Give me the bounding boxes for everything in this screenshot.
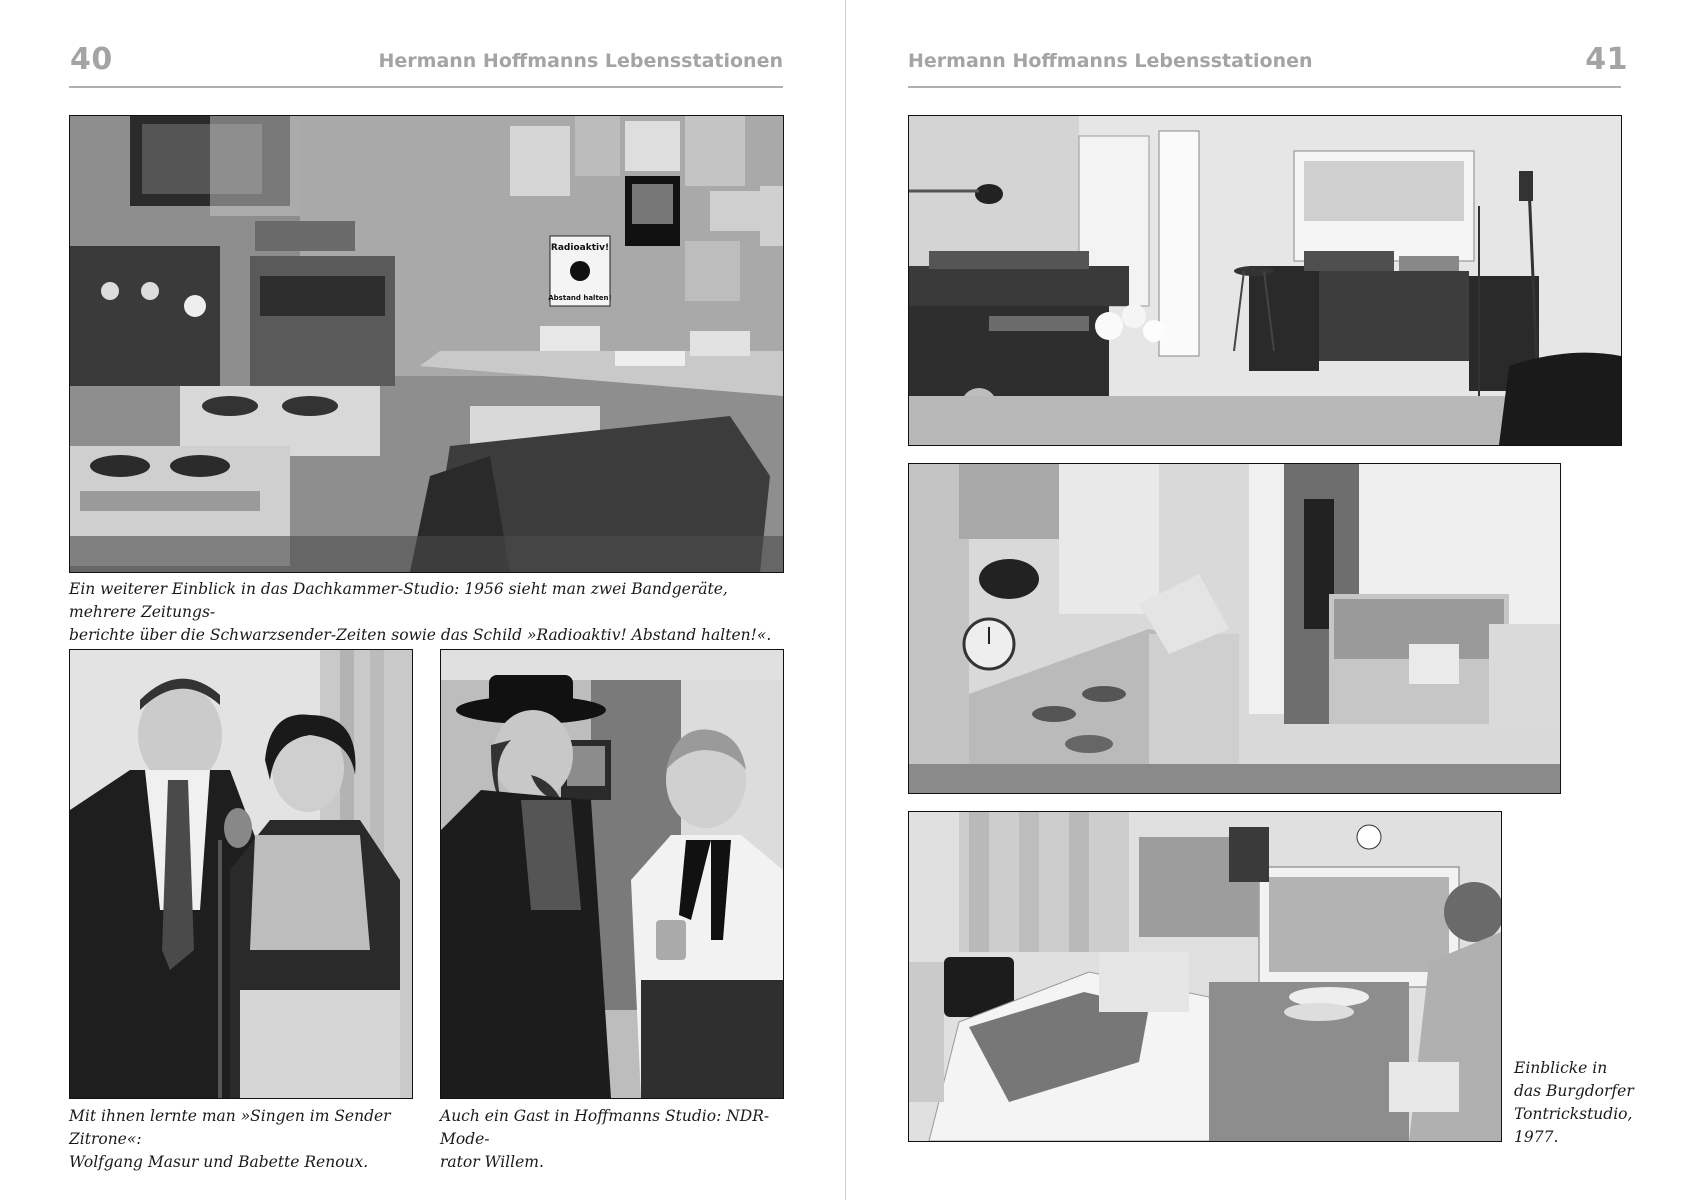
guest-caption <box>440 1105 785 1174</box>
caption-line: Einblicke in <box>1514 1059 1608 1077</box>
studio-side-caption <box>1514 1057 1639 1149</box>
singers-caption <box>69 1105 414 1174</box>
attic-studio-photo <box>69 115 784 573</box>
running-head: Hermann Hoffmanns Lebensstationen <box>378 50 783 72</box>
caption-line: Tontrickstudio, <box>1514 1105 1633 1123</box>
caption-line: rator Willem. <box>440 1153 544 1171</box>
header-rule <box>908 86 1621 88</box>
caption-line: Wolfgang Masur und Babette Renoux. <box>69 1153 369 1171</box>
header-rule <box>69 86 783 88</box>
tape-machine-room-photo <box>908 463 1561 794</box>
mixing-console-photo <box>908 811 1502 1142</box>
caption-line: Auch ein Gast in Hoffmanns Studio: NDR-Mode- <box>440 1107 770 1148</box>
caption-line: Ein weiterer Einblick in das Dachkammer-Studio: 1956 sieht man zwei Bandgeräte, mehrere Zeitungs- <box>69 580 728 621</box>
left-page <box>0 0 845 1200</box>
attic-studio-caption <box>69 578 785 647</box>
caption-line: das Burgdorfer <box>1514 1082 1634 1100</box>
right-page <box>846 0 1691 1200</box>
sign-text-bottom: Abstand halten! <box>548 294 612 302</box>
page-number: 40 <box>70 42 113 77</box>
guest-photo <box>440 649 784 1099</box>
page-number: 41 <box>1585 42 1628 77</box>
caption-line: berichte über die Schwarzsender-Zeiten sowie das Schild »Radioaktiv! Abstand halten!«. <box>69 626 772 644</box>
singers-photo <box>69 649 413 1099</box>
running-head: Hermann Hoffmanns Lebensstationen <box>908 50 1313 72</box>
caption-line: 1977. <box>1514 1128 1559 1146</box>
sign-text-top: Radioaktiv! <box>550 243 610 253</box>
recording-room-photo <box>908 115 1622 446</box>
caption-line: Mit ihnen lernte man »Singen im Sender Zitrone«: <box>69 1107 391 1148</box>
